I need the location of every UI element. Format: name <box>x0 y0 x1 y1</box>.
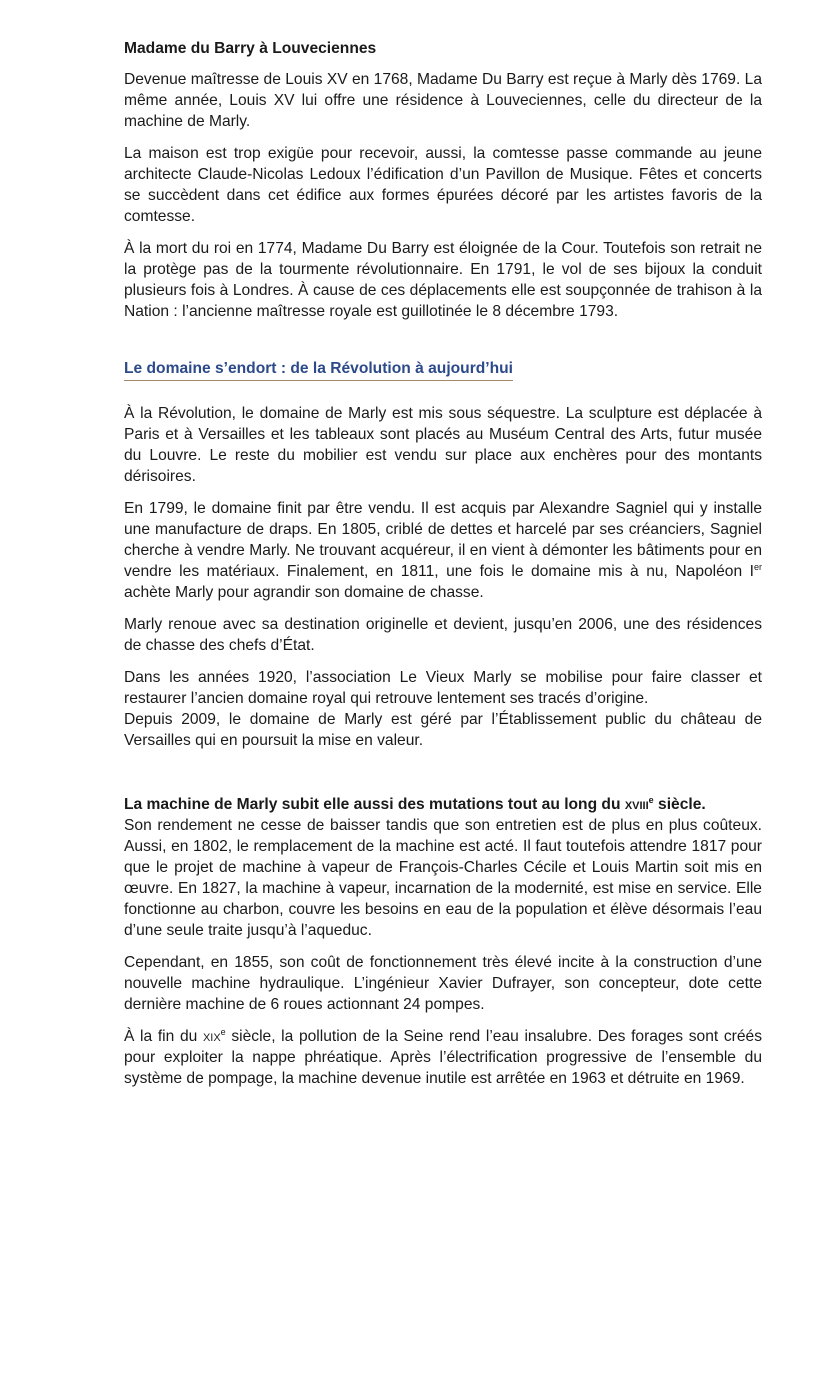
paragraph: Marly renoue avec sa destination originelle et devient, jusqu’en 2006, une des résidences de chasse des chefs d’État. <box>124 616 762 654</box>
paragraph: Cependant, en 1855, son coût de fonctionnement très élevé incite à la construction d’une nouvelle machine hydraulique. L’ingénieur Xavier Dufrayer, son concepteur, dote cette dernière machine de 6 roues actionnant 24 pompes. <box>124 954 762 1013</box>
section-du-barry <box>124 38 762 322</box>
paragraph-text: En 1799, le domaine finit par être vendu. Il est acquis par Alexandre Sagniel qui y installe une manufacture de draps. En 1805, criblé de dettes et harcelé par ses créanciers, Sagniel cherche à vendre Marly. Ne trouvant acquéreur, il en vient à démonter les bâtiments pour en vendre les matériaux. Finalement, en 1811, une fois le domaine mis à nu, Napoléon I <box>124 500 762 580</box>
paragraph: Son rendement ne cesse de baisser tandis que son entretien est de plus en plus coûteux. Aussi, en 1802, le remplacement de la machine est acté. Il faut toutefois attendre 1817 pour que le projet de machine à vapeur de François-Charles Cécile et Louis Martin soit mis en œuvre. En 1827, la machine à vapeur, incarnation de la modernité, est mise en service. Elle fonctionne au charbon, couvre les besoins en eau de la population et élève désormais l’eau d’une seule traite jusqu’à l’aqueduc. <box>124 817 762 939</box>
paragraph: Devenue maîtresse de Louis XV en 1768, Madame Du Barry est reçue à Marly dès 1769. La même année, Louis XV lui offre une résidence à Louveciennes, celle du directeur de la machine de Marly. <box>124 71 762 130</box>
paragraph: Depuis 2009, le domaine de Marly est géré par l’Établissement public du château de Versailles qui en poursuit la mise en valeur. <box>124 711 762 749</box>
heading-text: siècle. <box>653 796 706 813</box>
section-title: Le domaine s’endort : de la Révolution à aujourd’hui <box>124 358 513 381</box>
section-heading <box>124 794 762 815</box>
paragraph: À la mort du roi en 1774, Madame Du Barry est éloignée de la Cour. Toutefois son retrait ne la protège pas de la tourmente révolutionnaire. En 1791, le vol de ses bijoux la conduit plusieurs fois à Londres. À cause de ces déplacements elle est soupçonnée de trahison à la Nation : l’ancienne maîtresse royale est guillotinée le 8 décembre 1793. <box>124 240 762 320</box>
section-domaine <box>124 322 762 751</box>
section-heading: Madame du Barry à Louveciennes <box>124 40 377 57</box>
century-numeral: xviii <box>624 796 649 813</box>
paragraph: Dans les années 1920, l’association Le Vieux Marly se mobilise pour faire classer et restaurer l’ancien domaine royal qui retrouve lentement ses tracés d’origine. <box>124 669 762 707</box>
paragraph-text: achète Marly pour agrandir son domaine de chasse. <box>124 584 484 601</box>
century-numeral: xix <box>202 1028 221 1045</box>
paragraph <box>124 498 762 603</box>
paragraph: La maison est trop exigüe pour recevoir, aussi, la comtesse passe commande au jeune architecte Claude-Nicolas Ledoux l’édification d’un Pavillon de Musique. Fêtes et concerts se succèdent dans cet édifice aux formes épurées décoré par les artistes favoris de la comtesse. <box>124 145 762 225</box>
superscript: er <box>753 561 762 572</box>
document-page <box>124 38 762 1089</box>
heading-text: La machine de Marly subit elle aussi des mutations tout au long du <box>124 796 625 813</box>
paragraph-text: À la fin du <box>124 1028 203 1045</box>
superscript: e <box>220 1026 226 1037</box>
paragraph: À la Révolution, le domaine de Marly est mis sous séquestre. La sculpture est déplacée à Paris et à Versailles et les tableaux sont placés au Muséum Central des Arts, futur musée du Louvre. Le reste du mobilier est vendu sur place aux enchères pour des montants dérisoires. <box>124 405 762 485</box>
section-machine <box>124 794 762 1089</box>
paragraph-text: siècle, la pollution de la Seine rend l’eau insalubre. Des forages sont créés pour exploiter la nappe phréatique. Après l’électrification progressive de l’ensemble du système de pompage, la machine devenue inutile est arrêtée en 1963 et détruite en 1969. <box>124 1028 762 1087</box>
paragraph <box>124 1026 762 1089</box>
superscript: e <box>648 794 654 805</box>
